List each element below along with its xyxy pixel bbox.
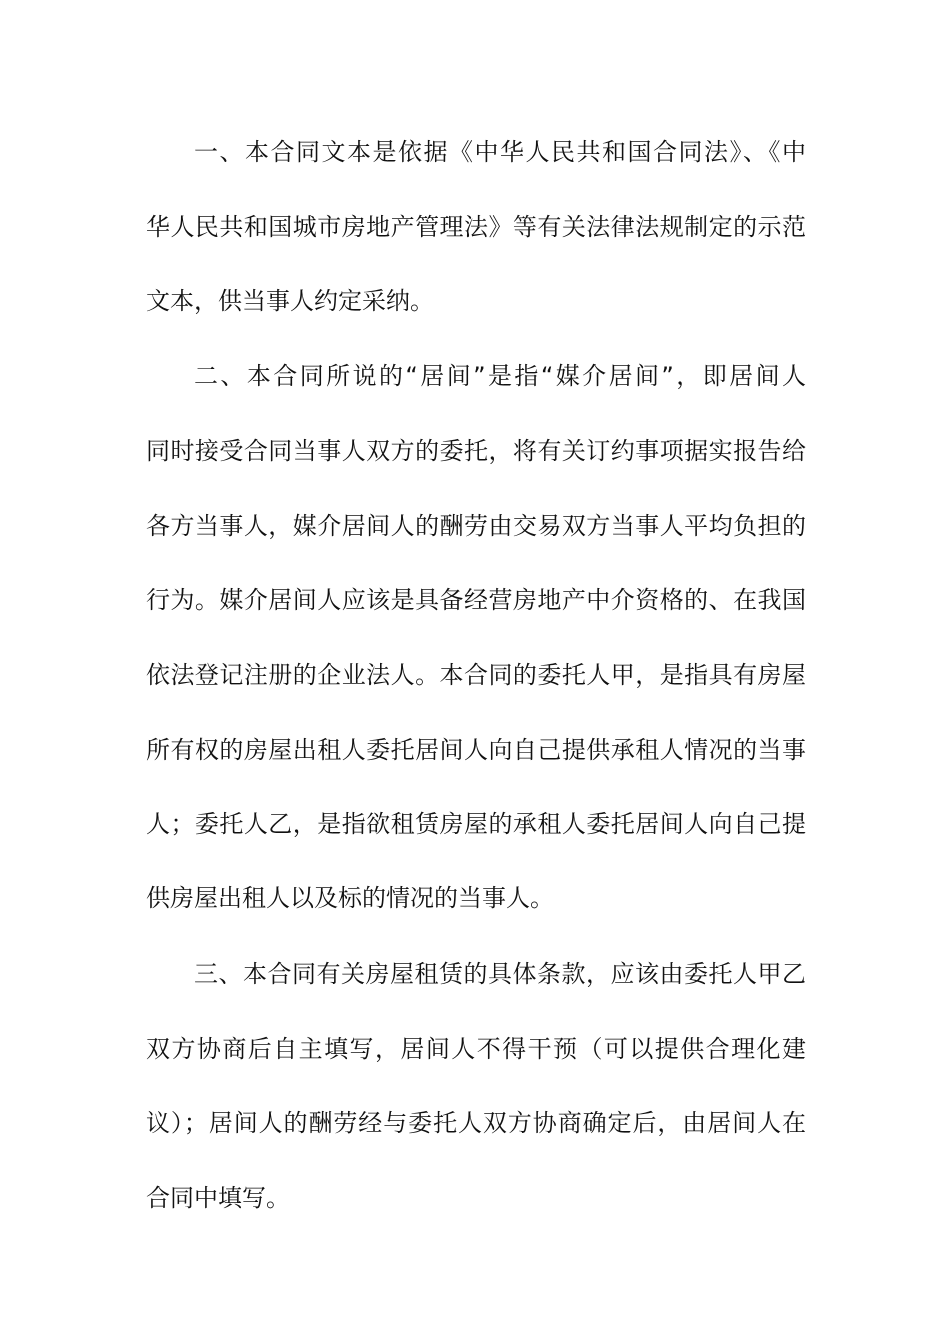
paragraph-3-line-1: 三、本合同有关房屋租赁的具体条款，应该由委托人甲乙 (194, 960, 806, 988)
paragraph-2-line-8: 供房屋出租人以及标的情况的当事人。 (146, 884, 554, 912)
paragraph-3-line-3: 议）；居间人的酬劳经与委托人双方协商确定后，由居间人在 (146, 1109, 806, 1137)
paragraph-3-line-4: 合同中填写。 (146, 1184, 290, 1212)
paragraph-3-line-2: 双方协商后自主填写，居间人不得干预（可以提供合理化建 (146, 1035, 806, 1063)
paragraph-2-line-1: 二、本合同所说的“居间”是指“媒介居间”，即居间人 (194, 362, 806, 390)
paragraph-1-line-2: 华人民共和国城市房地产管理法》等有关法律法规制定的示范 (146, 213, 806, 241)
paragraph-2-line-2: 同时接受合同当事人双方的委托，将有关订约事项据实报告给 (146, 437, 806, 465)
paragraph-2-line-7: 人；委托人乙，是指欲租赁房屋的承租人委托居间人向自己提 (146, 810, 806, 838)
paragraph-1-line-3: 文本，供当事人约定采纳。 (146, 287, 434, 315)
paragraph-2-line-5: 依法登记注册的企业法人。本合同的委托人甲，是指具有房屋 (146, 661, 806, 689)
paragraph-1-line-1: 一、本合同文本是依据《中华人民共和国合同法》、《中 (194, 138, 806, 166)
paragraph-2-line-3: 各方当事人，媒介居间人的酬劳由交易双方当事人平均负担的 (146, 512, 806, 540)
paragraph-2-line-4: 行为。媒介居间人应该是具备经营房地产中介资格的、在我国 (146, 586, 806, 614)
paragraph-2-line-6: 所有权的房屋出租人委托居间人向自己提供承租人情况的当事 (146, 736, 806, 764)
